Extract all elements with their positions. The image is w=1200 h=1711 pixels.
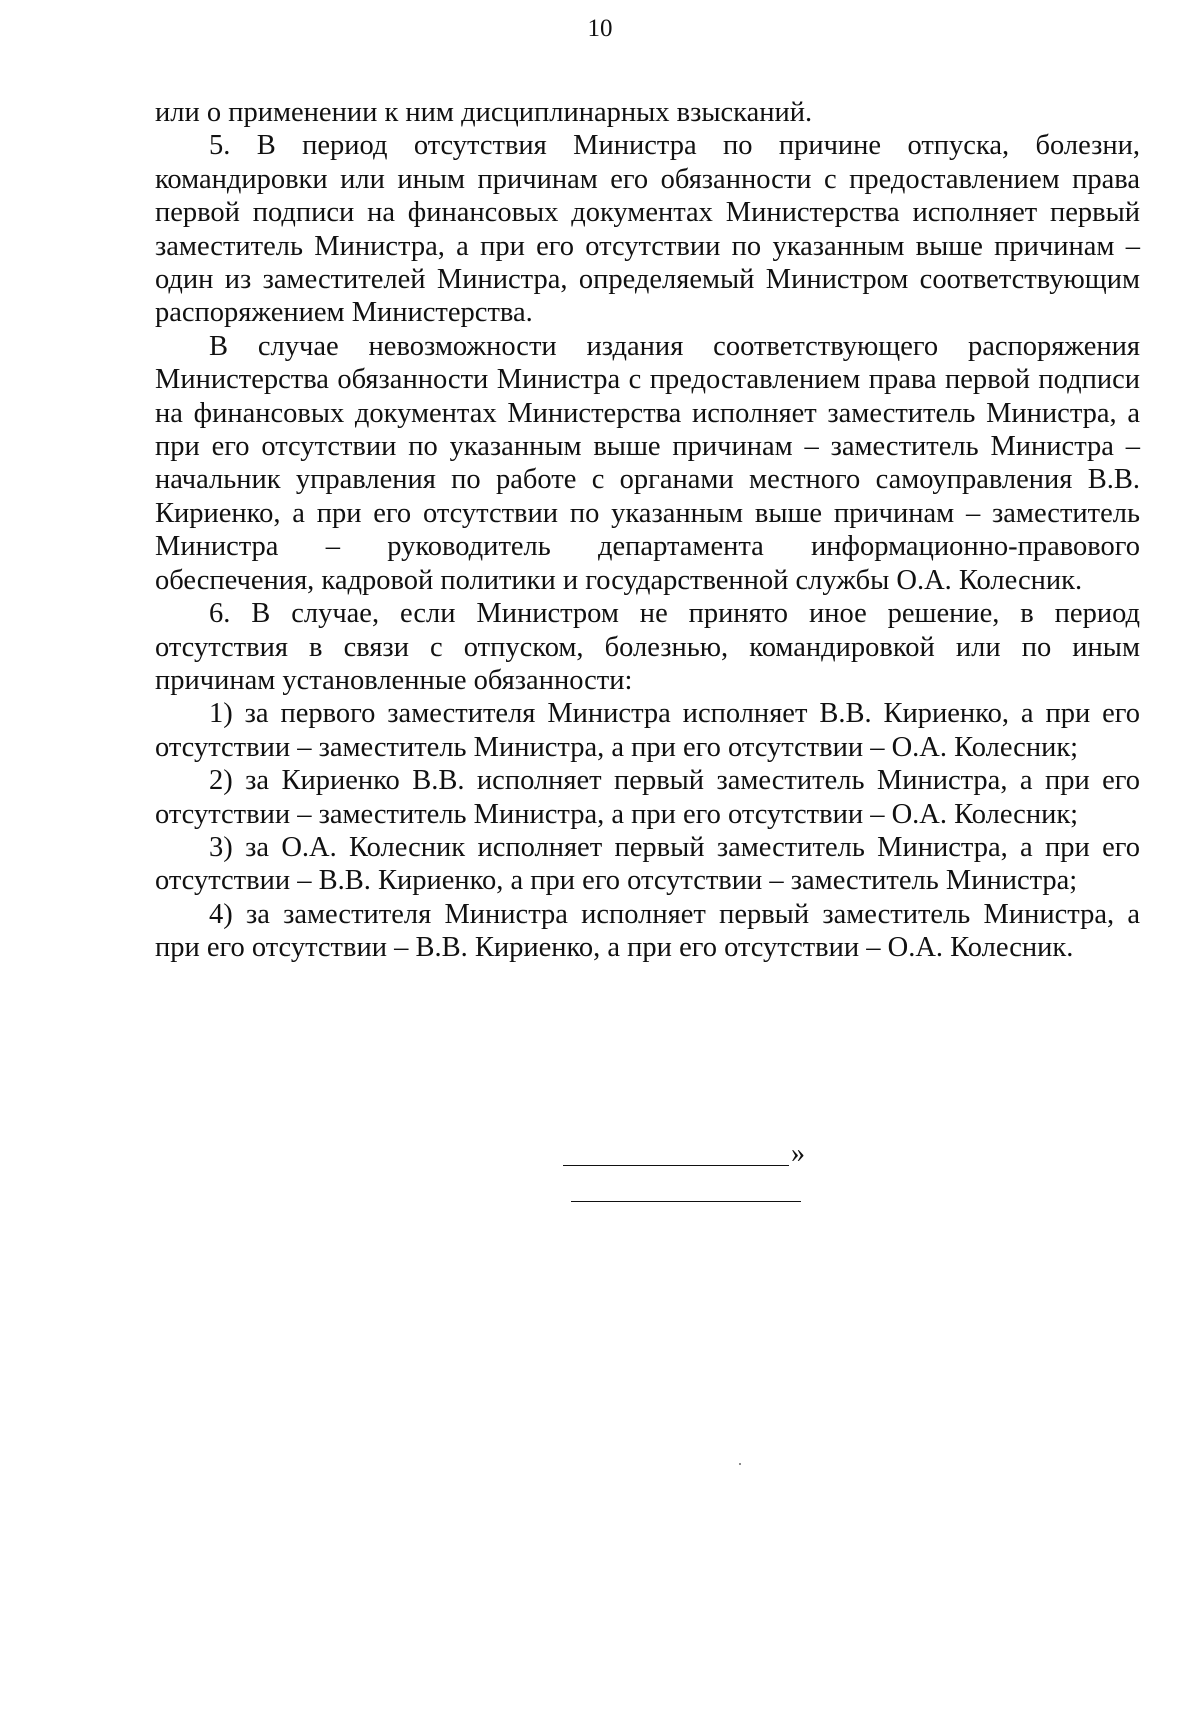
paragraph-subitem-3: 3) за О.А. Колесник исполняет первый заместитель Министра, а при его отсутствии – В.В. Кириенко, а при его отсутствии – заместитель Министра; bbox=[155, 831, 1140, 897]
paragraph-subitem-1: 1) за первого заместителя Министра исполняет В.В. Кириенко, а при его отсутствии – заместитель Министра, а при его отсутствии – О.А. Колесник; bbox=[155, 698, 1140, 763]
paragraph-continuation: или о применении к ним дисциплинарных взысканий. bbox=[155, 97, 813, 128]
paragraph-subitem-2: 2) за Кириенко В.В. исполняет первый заместитель Министра, а при его отсутствии – заместитель Министра, а при его отсутствии – О.А. Колесник; bbox=[155, 765, 1140, 830]
scan-speck bbox=[739, 1463, 741, 1465]
document-body bbox=[155, 96, 1140, 965]
page-number: 10 bbox=[587, 15, 613, 42]
end-rule bbox=[571, 1201, 801, 1202]
closing-underline bbox=[563, 1165, 789, 1166]
paragraph-item-5: 5. В период отсутствия Министра по причине отпуска, болезни, командировки или иным причинам его обязанности с предоставлением права первой подписи на финансовых документах Министерства исполняет первый заместитель Министра, а при его отсутствии по указанным выше причинам – один из заместителей Министра, определяемый Министром соответствующим распоряжением Министерства. bbox=[155, 130, 1140, 329]
paragraph-item-6: 6. В случае, если Министром не принято иное решение, в период отсутствия в связи с отпуском, болезнью, командировкой или по иным причинам установленные обязанности: bbox=[155, 598, 1140, 696]
closing-quote-block bbox=[563, 1137, 823, 1177]
paragraph-subitem-4: 4) за заместителя Министра исполняет первый заместитель Министра, а при его отсутствии – В.В. Кириенко, а при его отсутствии – О.А. Колесник. bbox=[155, 898, 1140, 964]
paragraph-item-5-continuation: В случае невозможности издания соответствующего распоряжения Министерства обязанности Министра с предоставлением права первой подписи на финансовых документах Министерства исполняет заместитель Министра, а при его отсутствии по указанным выше причинам – заместитель Министра – начальник управления по работе с органами местного самоуправления В.В. Кириенко, а при его отсутствии по указанным выше причинам – заместитель Министра – руководитель департамента информационно-правового обеспечения, кадровой политики и государственной службы О.А. Колесник. bbox=[155, 330, 1140, 596]
closing-quote-mark: » bbox=[791, 1138, 805, 1169]
